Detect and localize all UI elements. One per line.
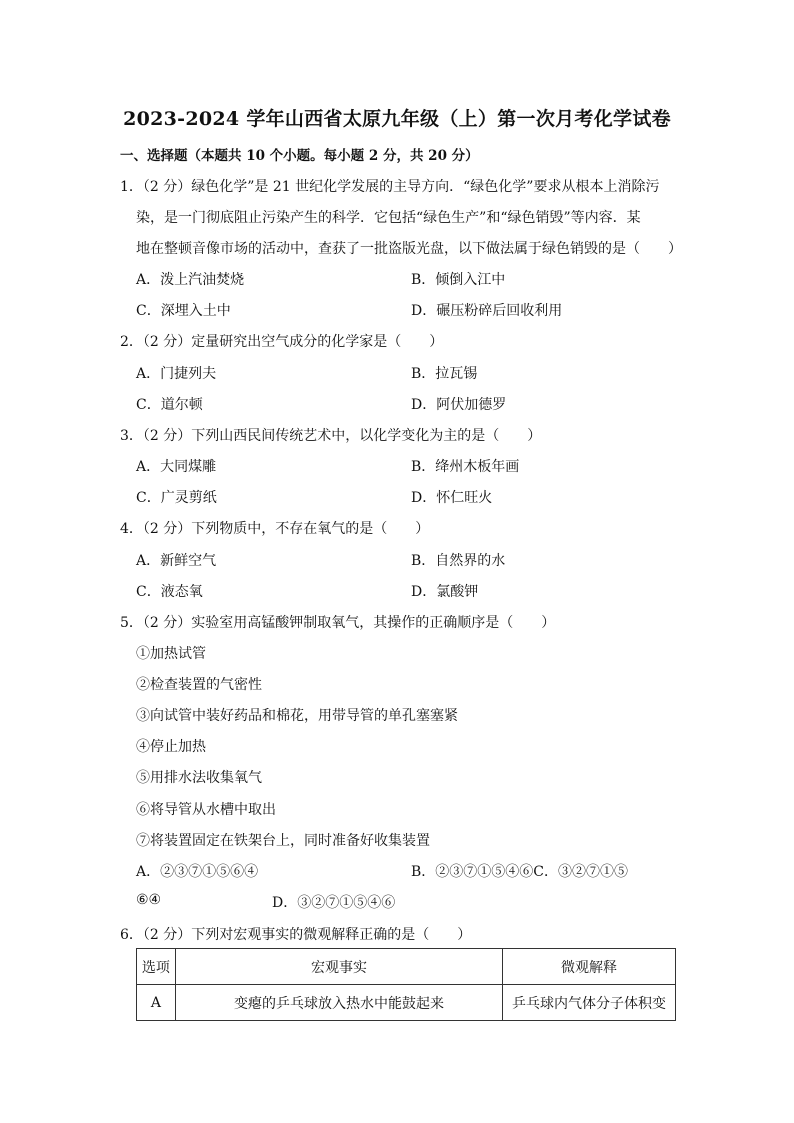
question-4-option-c[interactable]: C．液态氧 bbox=[136, 584, 203, 600]
question-3-option-d[interactable]: D．怀仁旺火 bbox=[411, 490, 493, 506]
question-1-option-a[interactable]: A．泼上汽油焚烧 bbox=[136, 272, 245, 288]
question-5-step-6: ⑥将导管从水槽中取出 bbox=[136, 802, 276, 818]
table-cell-macro-fact: 变瘪的乒乓球放入热水中能鼓起来 bbox=[175, 985, 502, 1021]
question-2-option-b[interactable]: B．拉瓦锡 bbox=[411, 366, 478, 382]
question-3-option-a[interactable]: A．大同煤雕 bbox=[136, 459, 217, 475]
table-header-row bbox=[137, 949, 676, 985]
question-2-stem: 2．（2 分）定量研究出空气成分的化学家是（ ） bbox=[120, 334, 444, 350]
question-5-option-a[interactable]: A．②③⑦①⑤⑥④ bbox=[136, 864, 259, 880]
question-3-stem: 3．（2 分）下列山西民间传统艺术中，以化学变化为主的是（ ） bbox=[120, 428, 542, 444]
table-header-macro-fact: 宏观事实 bbox=[175, 949, 502, 985]
question-2-option-d[interactable]: D．阿伏加德罗 bbox=[411, 397, 507, 413]
question-5-step-4: ④停止加热 bbox=[136, 739, 206, 755]
question-5-step-7: ⑦将装置固定在铁架台上，同时准备好收集装置 bbox=[136, 833, 430, 849]
question-1-line-1: 1．（2 分）绿色化学”是 21 世纪化学发展的主导方向．“绿色化学”要求从根本上消除污 bbox=[120, 179, 660, 195]
question-5-step-2: ②检查装置的气密性 bbox=[136, 677, 262, 693]
question-5-option-c-tail[interactable]: ⑥④ bbox=[136, 892, 162, 908]
question-4-stem: 4．（2 分）下列物质中，不存在氧气的是（ ） bbox=[120, 521, 430, 537]
question-4-option-b[interactable]: B．自然界的水 bbox=[411, 553, 506, 569]
question-6-stem: 6．（2 分）下列对宏观事实的微观解释正确的是（ ） bbox=[120, 927, 472, 943]
question-1-line-3: 地在整顿音像市场的活动中，查获了一批盗版光盘，以下做法属于绿色销毁的是（ ） bbox=[136, 241, 682, 257]
question-6-table bbox=[136, 948, 676, 1021]
question-5-option-b-c[interactable]: B．②③⑦①⑤④⑥C．③②⑦①⑤ bbox=[411, 864, 628, 880]
table-cell-option: A bbox=[137, 985, 176, 1021]
question-2-option-a[interactable]: A．门捷列夫 bbox=[136, 366, 217, 382]
table-row[interactable] bbox=[137, 985, 676, 1021]
table-cell-micro-explanation: 乒乓球内气体分子体积变 bbox=[503, 985, 676, 1021]
question-1-option-c[interactable]: C．深埋入土中 bbox=[136, 303, 231, 319]
question-5-stem: 5．（2 分）实验室用高锰酸钾制取氧气，其操作的正确顺序是（ ） bbox=[120, 615, 556, 631]
question-3-option-c[interactable]: C．广灵剪纸 bbox=[136, 490, 217, 506]
section-heading: 一、选择题（本题共 10 个小题。每小题 2 分，共 20 分） bbox=[120, 148, 479, 164]
question-4-option-a[interactable]: A．新鲜空气 bbox=[136, 553, 217, 569]
question-1-option-d[interactable]: D．碾压粉碎后回收利用 bbox=[411, 303, 563, 319]
question-5-step-5: ⑤用排水法收集氧气 bbox=[136, 770, 262, 786]
question-5-option-d[interactable]: D．③②⑦①⑤④⑥ bbox=[272, 895, 396, 911]
question-2-option-c[interactable]: C．道尔顿 bbox=[136, 397, 203, 413]
question-4-option-d[interactable]: D．氯酸钾 bbox=[411, 584, 479, 600]
table-header-micro-explanation: 微观解释 bbox=[503, 949, 676, 985]
question-5-step-1: ①加热试管 bbox=[136, 646, 206, 662]
question-5-step-3: ③向试管中装好药品和棉花，用带导管的单孔塞塞紧 bbox=[136, 708, 458, 724]
question-3-option-b[interactable]: B．绛州木板年画 bbox=[411, 459, 520, 475]
question-1-line-2: 染，是一门彻底阻止污染产生的科学．它包括“绿色生产”和“绿色销毁”等内容．某 bbox=[136, 210, 641, 226]
exam-title: 2023-2024 学年山西省太原九年级（上）第一次月考化学试卷 bbox=[123, 108, 671, 130]
table-header-option: 选项 bbox=[137, 949, 176, 985]
question-1-option-b[interactable]: B．倾倒入江中 bbox=[411, 272, 506, 288]
